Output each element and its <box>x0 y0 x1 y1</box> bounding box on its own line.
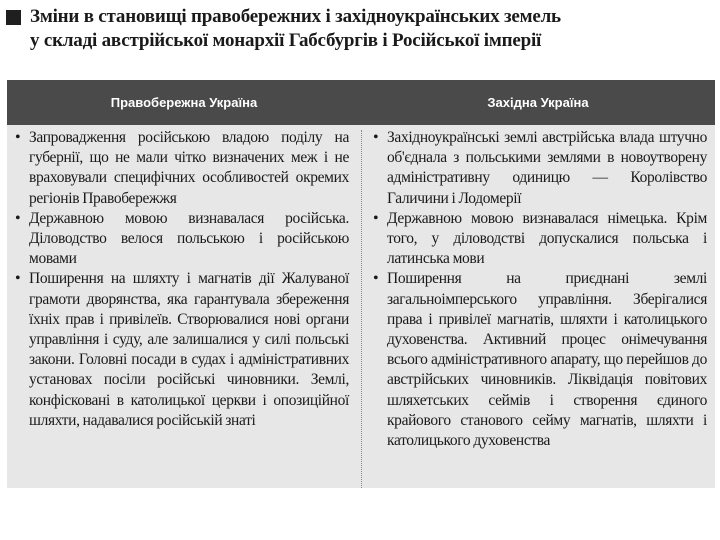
header-right-bank-ukraine: Правобережна Україна <box>110 95 258 110</box>
comparison-table <box>7 80 715 488</box>
title-bullet-square <box>6 10 21 25</box>
list-item <box>13 269 349 431</box>
bullet: • <box>15 209 21 227</box>
list-item-text: Західноукраїнські землі австрійська влада штучно об'єднала з польськими землями в новоутворену адміністративну одиницю — Королівство Галичини і Лодомерії <box>387 129 707 207</box>
bullet: • <box>373 270 379 288</box>
list-item-text: Поширення на приєднані землі загальноімперського управління. Зберігалися права і привілеї магнатів, шляхти і католицького духовенства. Активний процес онімечування всього адміністративного апарату, що перейшов до австрійських чиновників. Ліквідація повітових шляхетських сеймів і створення єдиного крайового станового сейму магнатів, шляхти і католицького духовенства <box>387 270 707 450</box>
list-item-text: Поширення на шляхту і магнатів дії Жалуваної грамоти дворянства, яка гарантувала збереження їхніх прав і привілеїв. Створювалися нові органи управління і суду, але залишалися у силі польські закони. Головні посади в судах і адміністративних установах посіли російські чиновники. Землі, конфіскованi в католицької церкви і опозиційної шляхти, надавалися російській знаті <box>29 270 349 429</box>
page-title <box>30 5 690 53</box>
list-item <box>371 209 707 270</box>
header-western-ukraine: Західна Україна <box>487 95 589 110</box>
bullet: • <box>15 270 21 288</box>
column-divider <box>361 130 362 488</box>
title-line-1: Зміни в становищі правобережних і західноукраїнських земель <box>30 6 561 27</box>
list-item <box>13 209 349 270</box>
list-item-text: Державною мовою визнавалася німецька. Крім того, у діловодстві допускалися польська і латинська мови <box>387 209 707 268</box>
bullet: • <box>15 129 21 146</box>
list-item-text: Запровадження російською владою поділу на губернії, що не мали чітко визначених меж і не враховували специфічних особливостей окремих регіонів Правобережжя <box>29 129 349 207</box>
bullet: • <box>373 209 379 227</box>
title-line-2: у складі австрійської монархії Габсбургів і Російської імперії <box>30 30 542 51</box>
list-item-text: Державною мовою визнавалася російська. Діловодство велося польською і російською мовами <box>29 209 349 268</box>
list-item <box>371 128 707 209</box>
list-item <box>371 269 707 451</box>
table-header <box>7 80 715 125</box>
column-western <box>371 128 707 451</box>
bullet: • <box>373 129 379 146</box>
list-item <box>13 128 349 209</box>
column-right-bank <box>13 128 349 431</box>
